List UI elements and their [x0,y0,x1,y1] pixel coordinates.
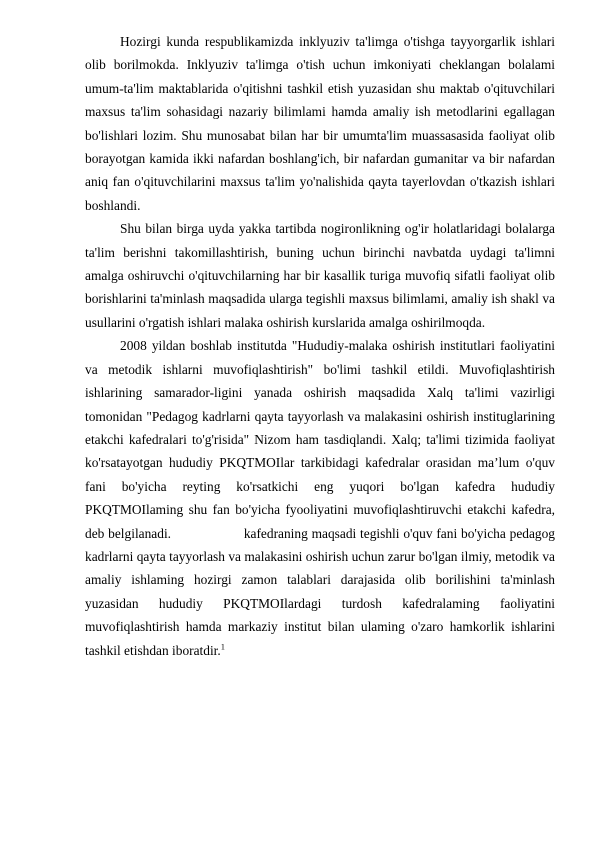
footnote-reference[interactable]: 1 [220,641,225,652]
paragraph-home-education: Shu bilan birga uyda yakka tartibda nogironlikning og'ir holatlaridagi bolalarga ta'lim berishni takomillashtirish, buning uchun birinchi navbatda uydagi ta'limni amalga oshiruvchi o'qituvchilarning har bir kasallik turiga muvofiq sifatli faoliyat olib borishlarini ta'minlash maqsadida ularga tegishli maxsus bilimlami, amaliy ish shakl va usullarini o'rgatish ishlari malaka oshirish kurslarida amalga oshirilmoqda. [85,221,555,330]
paragraph-institute-2008 [85,334,555,662]
paragraph-text: 2008 yildan boshlab institutda "Hududiy-malaka oshirish institutlari faoliyatini va metodik ishlarni muvofiqlashtirish" bo'limi tashkil etildi. Muvofiqlashtirish ishlarining samarador-ligini yanada oshirish maqsadida Xalq ta'limi vazirligi tomonidan "Pedagog kadrlarni qayta tayyorlash va malakasini oshirish instituglarining etakchi kafedralari to'g'risida" Nizom ham tasdiqlandi. Xalq; ta'limi tizimida faoliyat ko'rsatayotgan hududiy PKQTMOIlar tarkibidagi kafedralar orasidan ma’lum o'quv fani bo'yicha reyting ko'rsatkichi eng yuqori bo'lgan kafedra hududiy PKQTMOIlaming shu fan bo'yicha fyooliyatini muvofiqlashtiruvchi etakchi kafedra, deb belgilanadi. kafedraning maqsadi tegishli o'quv fani bo'yicha pedagog kadrlarni qayta tayyorlash va malakasini oshirish uchun zarur bo'lgan ilmiy, metodik va amaliy ishlaming hozirgi zamon talablari darajasida olib borilishini ta'minlash yuzasidan hududiy PKQTMOIlardagi turdosh kafedralaming faoliyatini muvofiqlashtirish hamda markaziy institut bilan ulaming o'zaro hamkorlik ishlarini tashkil etishdan iboratdir. [85,338,555,658]
paragraph-inclusive-education: Hozirgi kunda respublikamizda inklyuziv ta'limga o'tishga tayyorgarlik ishlari olib borilmokda. Inklyuziv ta'limga o'tish uchun imkoniyati cheklangan bolalami umum-ta'lim maktablarida o'qitishni tashkil etish yuzasidan shu maktab o'qituvchilari maxsus ta'lim sohasidagi nazariy bilimlami hamda amaliy ish metodlarini egallagan bo'lishlari lozim. Shu munosabat bilan har bir umumta'lim muassasasida faoliyat olib borayotgan kamida ikki nafardan boshlang'ich, bir nafardan gumanitar va bir nafardan aniq fan o'qituvchilarini maxsus ta'lim yo'nalishida qayta tayerlovdan o'tkazish ishlari boshlandi. [85,34,555,213]
body-text [85,30,555,662]
